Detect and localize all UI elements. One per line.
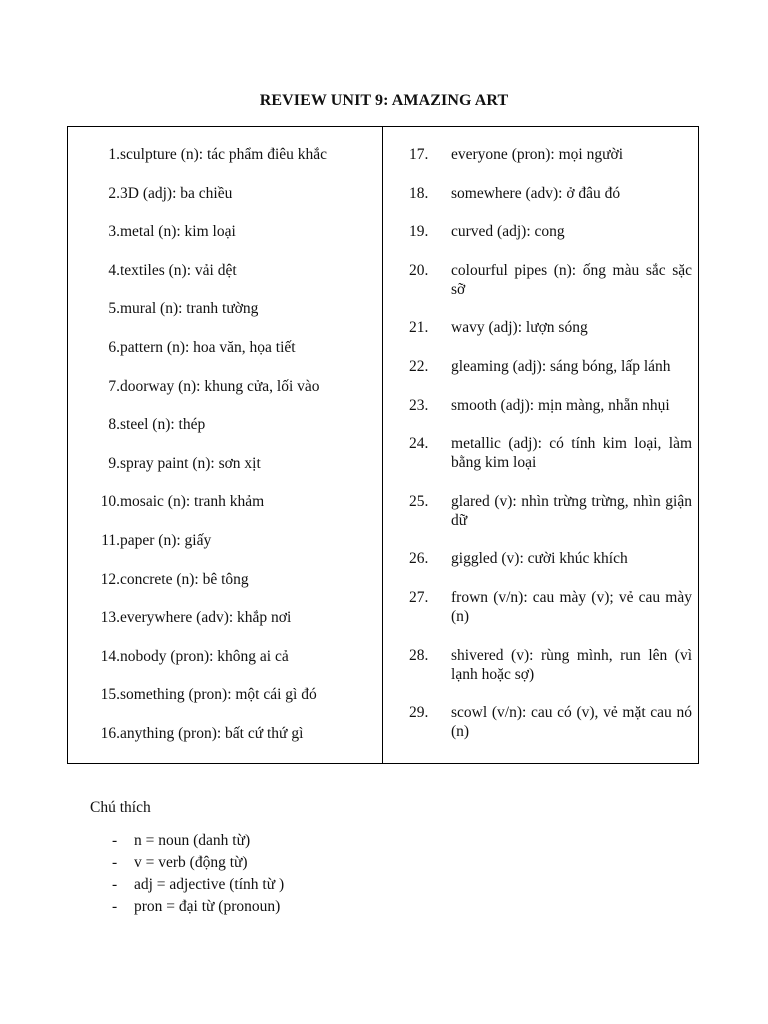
item-number: 9. xyxy=(108,454,120,472)
vocab-item xyxy=(96,647,374,666)
vocab-item xyxy=(96,299,374,318)
note-item xyxy=(90,852,490,874)
bullet-dash: - xyxy=(112,854,118,871)
item-text: paper (n): giấy xyxy=(120,531,212,549)
note-item xyxy=(90,830,490,852)
item-text: giggled (v): cười khúc khích xyxy=(451,550,628,568)
note-text: n = noun (danh từ) xyxy=(134,832,251,849)
item-text: everywhere (adv): khắp nơi xyxy=(120,609,292,627)
item-number: 23. xyxy=(409,396,429,414)
item-number: 26. xyxy=(409,550,429,568)
vocab-item xyxy=(409,549,692,568)
item-number: 1. xyxy=(108,146,120,163)
vocab-item xyxy=(96,724,374,743)
item-text: glared (v): nhìn trừng trừng, nhìn giận dữ xyxy=(451,492,692,529)
item-text: wavy (adj): lượn sóng xyxy=(451,319,588,337)
item-text: scowl (v/n): cau có (v), vẻ mặt cau nó (n) xyxy=(451,704,692,741)
vocab-item xyxy=(96,685,374,704)
bullet-dash: - xyxy=(112,832,118,849)
item-number: 7. xyxy=(108,377,120,395)
item-text: steel (n): thép xyxy=(120,416,206,434)
item-number: 5. xyxy=(108,300,120,318)
item-text: sculpture (n): tác phẩm điêu khắc xyxy=(120,146,328,163)
vocab-item xyxy=(96,145,374,164)
vocab-item xyxy=(96,377,374,396)
item-text: gleaming (adj): sáng bóng, lấp lánh xyxy=(451,357,671,375)
item-text: textiles (n): vải dệt xyxy=(120,261,237,279)
item-text: anything (pron): bất cứ thứ gì xyxy=(120,724,304,742)
bullet-dash: - xyxy=(112,876,118,893)
item-number: 17. xyxy=(409,146,429,163)
item-text: spray paint (n): sơn xịt xyxy=(120,454,261,472)
vocab-item xyxy=(96,531,374,550)
item-number: 15. xyxy=(100,686,120,704)
vocab-item xyxy=(409,261,692,299)
vocab-item xyxy=(96,570,374,589)
note-text: adj = adjective (tính từ ) xyxy=(134,876,285,893)
note-item xyxy=(90,896,490,918)
item-number: 27. xyxy=(409,588,429,606)
vocab-item xyxy=(96,184,374,203)
item-number: 22. xyxy=(409,357,429,375)
item-number: 10. xyxy=(100,493,120,511)
vocab-item xyxy=(96,492,374,511)
vocabulary-table xyxy=(67,126,699,764)
item-number: 6. xyxy=(108,338,120,356)
vocabulary-column-right xyxy=(383,127,698,763)
note-item xyxy=(90,874,490,896)
vocab-item xyxy=(409,145,692,164)
item-number: 20. xyxy=(409,261,429,279)
item-text: 3D (adj): ba chiều xyxy=(120,184,233,202)
item-number: 3. xyxy=(108,223,120,241)
vocab-item xyxy=(409,222,692,241)
vocab-item xyxy=(96,415,374,434)
item-text: smooth (adj): mịn màng, nhẵn nhụi xyxy=(451,396,670,414)
item-text: somewhere (adv): ở đâu đó xyxy=(451,184,621,202)
item-number: 28. xyxy=(409,646,429,664)
item-text: metal (n): kim loại xyxy=(120,223,236,241)
vocab-item xyxy=(409,357,692,376)
item-number: 8. xyxy=(108,416,120,434)
vocab-item xyxy=(409,492,692,530)
item-number: 29. xyxy=(409,704,429,722)
item-number: 12. xyxy=(100,570,120,588)
item-number: 13. xyxy=(100,609,120,627)
vocab-item xyxy=(409,318,692,337)
vocab-item xyxy=(409,396,692,415)
item-number: 4. xyxy=(108,261,120,279)
item-number: 19. xyxy=(409,223,429,241)
page-title: REVIEW UNIT 9: AMAZING ART xyxy=(259,92,509,109)
item-number: 21. xyxy=(409,319,429,337)
item-number: 24. xyxy=(409,435,429,453)
vocab-item xyxy=(96,222,374,241)
item-text: colourful pipes (n): ống màu sắc sặc sỡ xyxy=(451,261,692,298)
vocab-item xyxy=(409,588,692,626)
vocab-item xyxy=(409,434,692,472)
item-number: 2. xyxy=(108,184,120,202)
note-text: v = verb (động từ) xyxy=(134,854,248,871)
bullet-dash: - xyxy=(112,898,118,915)
note-text: pron = đại từ (pronoun) xyxy=(134,898,281,915)
item-number: 25. xyxy=(409,492,429,510)
notes-title: Chú thích xyxy=(90,799,151,816)
vocab-item xyxy=(96,261,374,280)
item-text: doorway (n): khung cửa, lối vào xyxy=(120,377,320,395)
item-text: shivered (v): rùng mình, run lên (vì lạnh hoặc sợ) xyxy=(451,646,692,683)
item-number: 16. xyxy=(100,724,120,742)
item-text: mosaic (n): tranh khảm xyxy=(120,493,265,511)
vocab-item xyxy=(409,184,692,203)
vocab-item xyxy=(409,646,692,684)
item-text: curved (adj): cong xyxy=(451,223,565,241)
item-text: frown (v/n): cau mày (v); vẻ cau mày (n) xyxy=(451,588,692,625)
item-text: everyone (pron): mọi người xyxy=(451,146,623,163)
vocab-item xyxy=(96,454,374,473)
item-number: 11. xyxy=(101,531,120,549)
item-text: something (pron): một cái gì đó xyxy=(120,686,317,704)
vocab-item xyxy=(409,703,692,741)
item-text: concrete (n): bê tông xyxy=(120,570,249,588)
item-text: metallic (adj): có tính kim loại, làm bằng kim loại xyxy=(451,435,692,472)
item-text: pattern (n): hoa văn, họa tiết xyxy=(120,338,296,356)
vocab-item xyxy=(96,608,374,627)
item-number: 14. xyxy=(100,647,120,665)
vocabulary-column-left xyxy=(68,127,383,763)
item-number: 18. xyxy=(409,184,429,202)
item-text: mural (n): tranh tường xyxy=(120,300,259,318)
vocab-item xyxy=(96,338,374,357)
legend-notes xyxy=(90,798,490,918)
item-text: nobody (pron): không ai cả xyxy=(120,647,289,665)
